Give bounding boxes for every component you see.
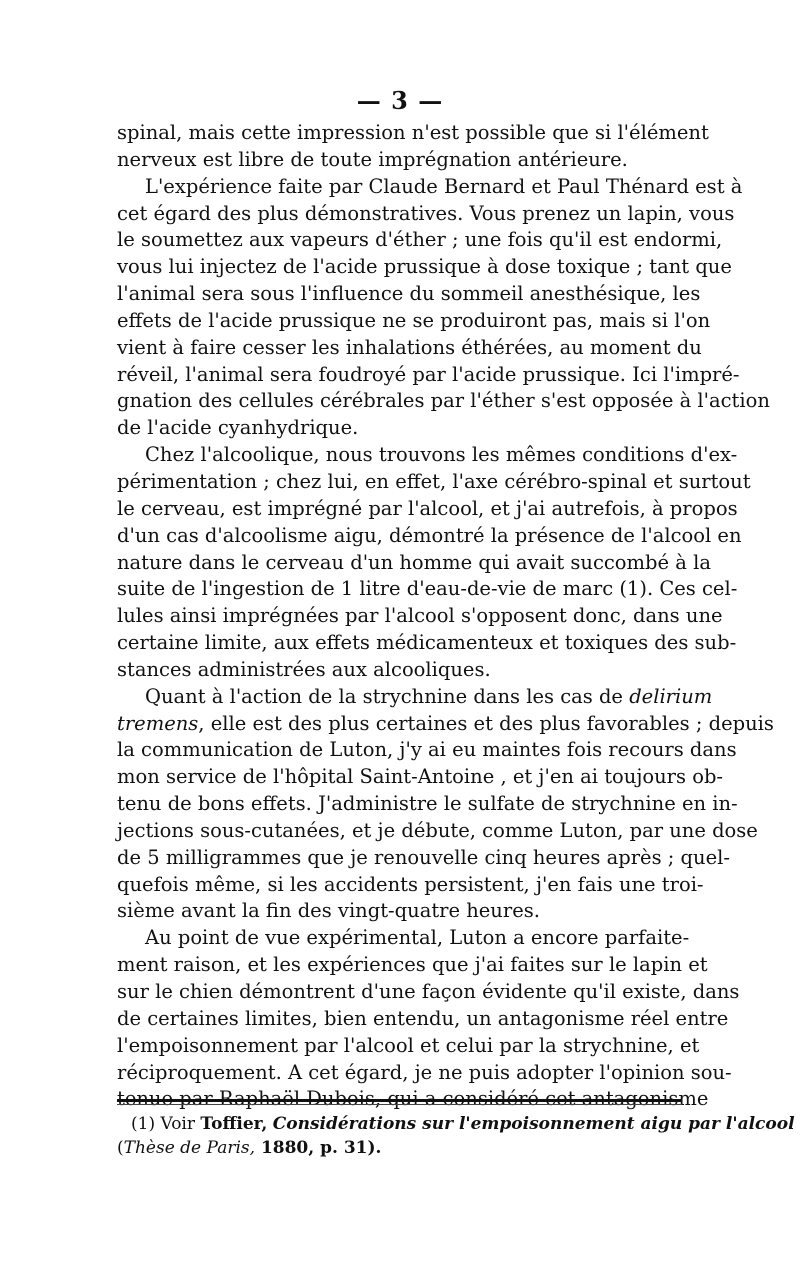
text-line: cet égard des plus démonstratives. Vous prenez un lapin, vous bbox=[117, 201, 735, 225]
text-line: le soumettez aux vapeurs d'éther ; une fois qu'il est endormi, bbox=[117, 228, 723, 252]
italic-term: delirium bbox=[629, 684, 713, 708]
footnote-paren: ( bbox=[117, 1138, 124, 1158]
text-line: Au point de vue expérimental, Luton a encore parfaite- bbox=[145, 926, 690, 950]
text-line: réveil, l'animal sera foudroyé par l'acide prussique. Ici l'impré- bbox=[117, 362, 740, 386]
text-line: d'un cas d'alcoolisme aigu, démontré la présence de l'alcool en bbox=[117, 523, 742, 547]
text-span: , elle est des plus certaines et des plus favorables ; depuis bbox=[198, 711, 774, 735]
footnote bbox=[117, 1112, 795, 1160]
text-line: tenue par Raphaël Dubois, qui a considéré cet antagonisme bbox=[117, 1087, 709, 1111]
text-line: sur le chien démontrent d'une façon évidente qu'il existe, dans bbox=[117, 980, 740, 1003]
footnote-marker: (1) Voir bbox=[131, 1114, 195, 1134]
footnote-separator-thin bbox=[117, 1104, 682, 1105]
text-line: stances administrées aux alcooliques. bbox=[117, 657, 491, 681]
footnote-source-detail: 1880, p. 31). bbox=[255, 1138, 382, 1158]
body-text bbox=[117, 120, 774, 1113]
text-line: effets de l'acide prussique ne se produiront pas, mais si l'on bbox=[117, 308, 711, 332]
text-line: réciproquement. A cet égard, je ne puis adopter l'opinion sou- bbox=[117, 1060, 732, 1084]
text-line: mon service de l'hôpital Saint-Antoine , et j'en ai toujours ob- bbox=[117, 765, 724, 789]
text-line: de l'acide cyanhydrique. bbox=[117, 416, 359, 440]
text-line: ment raison, et les expériences que j'ai faites sur le lapin et bbox=[117, 953, 708, 977]
text-line: lules ainsi imprégnées par l'alcool s'opposent donc, dans une bbox=[117, 604, 723, 628]
footnote-line bbox=[117, 1136, 682, 1160]
text-line: Chez l'alcoolique, nous trouvons les mêmes conditions d'ex- bbox=[145, 443, 738, 467]
footnote-author: Toffier, bbox=[200, 1114, 268, 1134]
text-line: périmentation ; chez lui, en effet, l'axe cérébro-spinal et surtout bbox=[117, 469, 751, 493]
text-line: la communication de Luton, j'y ai eu maintes fois recours dans bbox=[117, 738, 737, 762]
text-line: L'expérience faite par Claude Bernard et Paul Thénard est à bbox=[145, 174, 743, 198]
text-line: vous lui injectez de l'acide prussique à dose toxique ; tant que bbox=[117, 255, 732, 279]
text-line: gnation des cellules cérébrales par l'éther s'est opposée à l'action bbox=[117, 389, 770, 413]
text-line bbox=[117, 711, 774, 738]
text-line: certaine limite, aux effets médicamenteux et toxiques des sub- bbox=[117, 631, 737, 655]
text-span: Quant à l'action de la strychnine dans les cas de bbox=[145, 684, 623, 708]
text-line bbox=[117, 684, 713, 711]
text-line: quefois même, si les accidents persistent, j'en fais une troi- bbox=[117, 872, 704, 896]
footnote-title: Considérations sur l'empoisonnement aigu par l'alcool bbox=[272, 1114, 795, 1134]
text-line: jections sous-cutanées, et je débute, comme Luton, par une dose bbox=[117, 818, 758, 842]
footnote-line bbox=[117, 1112, 795, 1136]
footnote-source: Thèse de Paris, bbox=[123, 1138, 256, 1158]
footnote-separator bbox=[117, 1099, 682, 1102]
text-line: spinal, mais cette impression n'est possible que si l'élément bbox=[117, 121, 709, 144]
text-line: tenu de bons effets. J'administre le sulfate de strychnine en in- bbox=[117, 792, 738, 816]
text-line: vient à faire cesser les inhalations éthérées, au moment du bbox=[117, 335, 702, 359]
text-line: le cerveau, est imprégné par l'alcool, et j'ai autrefois, à propos bbox=[117, 496, 738, 520]
text-line: l'animal sera sous l'influence du sommeil anesthésique, les bbox=[117, 282, 701, 306]
text-line: de 5 milligrammes que je renouvelle cinq heures après ; quel- bbox=[117, 845, 730, 869]
text-line: nature dans le cerveau d'un homme qui avait succombé à la bbox=[117, 550, 711, 574]
text-line: nerveux est libre de toute imprégnation antérieure. bbox=[117, 147, 628, 171]
text-line: de certaines limites, bien entendu, un antagonisme réel entre bbox=[117, 1006, 729, 1030]
page-number: — 3 — bbox=[356, 86, 444, 115]
text-line: l'empoisonnement par l'alcool et celui par la strychnine, et bbox=[117, 1033, 700, 1057]
text-line: sième avant la fin des vingt-quatre heures. bbox=[117, 899, 540, 923]
text-line: suite de l'ingestion de 1 litre d'eau-de-vie de marc (1). Ces cel- bbox=[117, 577, 738, 601]
italic-term: tremens bbox=[117, 711, 199, 735]
